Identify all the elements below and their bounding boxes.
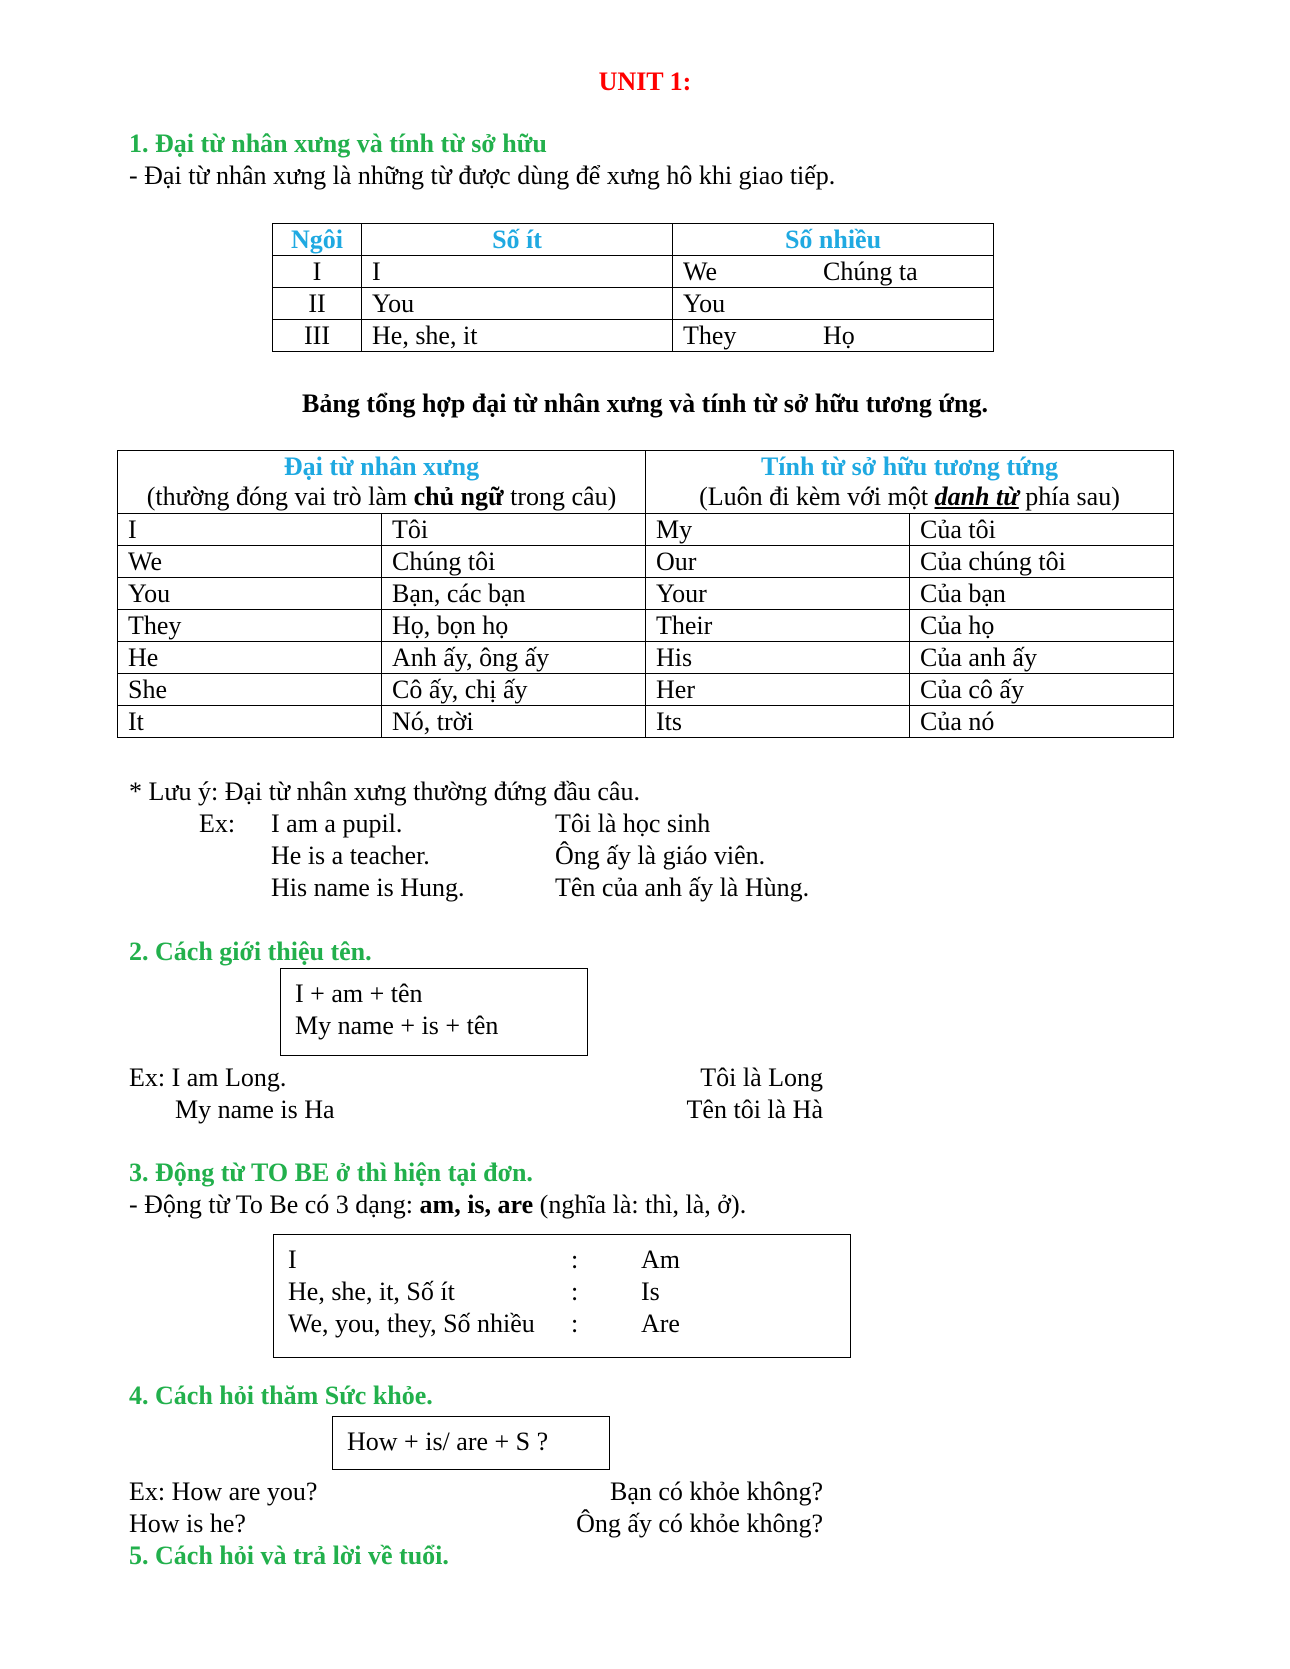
pronoun-meaning-cell: Tôi bbox=[382, 514, 646, 546]
colon: : bbox=[571, 1245, 579, 1274]
formula-line: I + am + tên bbox=[295, 979, 423, 1008]
name-formula-box bbox=[280, 968, 588, 1056]
summary-table bbox=[117, 450, 1174, 738]
plural-vi: Chúng ta bbox=[823, 257, 918, 286]
section1-intro: - Đại từ nhân xưng là những từ được dùng để xưng hô khi giao tiếp. bbox=[129, 161, 836, 190]
pronoun-cell: I bbox=[118, 514, 382, 546]
possessive-meaning-cell: Của nó bbox=[910, 706, 1174, 738]
example-vi: Tên của anh ấy là Hùng. bbox=[555, 873, 810, 902]
table-row bbox=[273, 288, 994, 320]
pronoun-meaning-cell: Cô ấy, chị ấy bbox=[382, 674, 646, 706]
possessive-cell: My bbox=[646, 514, 910, 546]
example-vi: Ông ấy có khỏe không? bbox=[576, 1509, 823, 1538]
possessive-meaning-cell: Của anh ấy bbox=[910, 642, 1174, 674]
verb: Are bbox=[641, 1309, 680, 1338]
example-en: My name is Ha bbox=[175, 1095, 335, 1124]
note: * Lưu ý: Đại từ nhân xưng thường đứng đầu câu. bbox=[129, 777, 640, 806]
ex-label: Ex: bbox=[199, 809, 236, 838]
pronoun-meaning-cell: Anh ấy, ông ấy bbox=[382, 642, 646, 674]
plural-vi: Họ bbox=[823, 321, 855, 350]
colon: : bbox=[571, 1309, 579, 1338]
section1-heading: 1. Đại từ nhân xưng và tính từ sở hữu bbox=[129, 129, 547, 158]
pronoun-meaning-cell: Chúng tôi bbox=[382, 546, 646, 578]
example-vi: Bạn có khỏe không? bbox=[609, 1477, 823, 1506]
table-row bbox=[273, 320, 994, 352]
header-pronoun-sub: (thường đóng vai trò làm chủ ngữ trong câu) bbox=[146, 482, 617, 511]
header-singular: Số ít bbox=[362, 224, 673, 256]
singular-cell: He, she, it bbox=[362, 320, 673, 352]
summary-header-row bbox=[118, 451, 1174, 514]
table-row bbox=[118, 610, 1174, 642]
formula-line: My name + is + tên bbox=[295, 1011, 499, 1040]
table-header-row bbox=[273, 224, 994, 256]
table-row bbox=[118, 578, 1174, 610]
section3-heading: 3. Động từ TO BE ở thì hiện tại đơn. bbox=[129, 1158, 533, 1187]
possessive-meaning-cell: Của chúng tôi bbox=[910, 546, 1174, 578]
example-en: Ex: I am Long. bbox=[129, 1063, 287, 1092]
possessive-meaning-cell: Của tôi bbox=[910, 514, 1174, 546]
formula-line: How + is/ are + S ? bbox=[347, 1427, 549, 1456]
tobe-box bbox=[273, 1234, 851, 1358]
table-row bbox=[118, 642, 1174, 674]
table-row bbox=[118, 674, 1174, 706]
example-en: He is a teacher. bbox=[271, 841, 430, 870]
example-vi: Ông ấy là giáo viên. bbox=[555, 841, 766, 870]
person-cell: I bbox=[273, 256, 362, 288]
subject: We, you, they, Số nhiều bbox=[288, 1309, 535, 1338]
header-pronoun bbox=[118, 451, 646, 514]
header-possessive-sub: (Luôn đi kèm với một danh từ phía sau) bbox=[699, 482, 1120, 511]
possessive-meaning-cell: Của họ bbox=[910, 610, 1174, 642]
section3-intro: - Động từ To Be có 3 dạng: am, is, are (nghĩa là: thì, là, ở). bbox=[129, 1190, 747, 1219]
table-row bbox=[118, 514, 1174, 546]
possessive-cell: His bbox=[646, 642, 910, 674]
plural-en: They bbox=[683, 321, 737, 350]
singular-cell: You bbox=[362, 288, 673, 320]
section2-heading: 2. Cách giới thiệu tên. bbox=[129, 937, 372, 966]
page-title: UNIT 1: bbox=[598, 67, 692, 96]
example-en: How is he? bbox=[129, 1509, 246, 1538]
example-vi: Tôi là học sinh bbox=[555, 809, 711, 838]
possessive-cell: Its bbox=[646, 706, 910, 738]
possessive-cell: Our bbox=[646, 546, 910, 578]
possessive-meaning-cell: Của bạn bbox=[910, 578, 1174, 610]
possessive-cell: Your bbox=[646, 578, 910, 610]
section4-heading: 4. Cách hỏi thăm Sức khỏe. bbox=[129, 1381, 433, 1410]
example-vi: Tôi là Long bbox=[700, 1063, 823, 1092]
pronoun-meaning-cell: Họ, bọn họ bbox=[382, 610, 646, 642]
example-en: Ex: How are you? bbox=[129, 1477, 318, 1506]
plural-cell bbox=[673, 320, 994, 352]
header-possessive-title: Tính từ sở hữu tương tứng bbox=[760, 452, 1059, 481]
person-table bbox=[272, 223, 994, 352]
summary-title: Bảng tổng hợp đại từ nhân xưng và tính từ sở hữu tương ứng. bbox=[302, 389, 988, 418]
header-person: Ngôi bbox=[273, 224, 362, 256]
pronoun-meaning-cell: Bạn, các bạn bbox=[382, 578, 646, 610]
person-cell: II bbox=[273, 288, 362, 320]
header-pronoun-title: Đại từ nhân xưng bbox=[283, 452, 480, 481]
plural-en: You bbox=[683, 289, 726, 318]
section5-heading: 5. Cách hỏi và trả lời về tuổi. bbox=[129, 1541, 449, 1570]
plural-cell bbox=[673, 288, 994, 320]
example-vi: Tên tôi là Hà bbox=[686, 1095, 823, 1124]
colon: : bbox=[571, 1277, 579, 1306]
header-possessive bbox=[646, 451, 1174, 514]
table-row bbox=[118, 546, 1174, 578]
singular-cell: I bbox=[362, 256, 673, 288]
header-plural: Số nhiều bbox=[673, 224, 994, 256]
pronoun-cell: We bbox=[118, 546, 382, 578]
health-formula-box bbox=[332, 1416, 610, 1470]
possessive-cell: Their bbox=[646, 610, 910, 642]
plural-cell bbox=[673, 256, 994, 288]
subject: I bbox=[288, 1245, 297, 1274]
pronoun-cell: He bbox=[118, 642, 382, 674]
subject: He, she, it, Số ít bbox=[288, 1277, 455, 1306]
table-row bbox=[118, 706, 1174, 738]
pronoun-cell: You bbox=[118, 578, 382, 610]
possessive-cell: Her bbox=[646, 674, 910, 706]
pronoun-cell: They bbox=[118, 610, 382, 642]
pronoun-cell: It bbox=[118, 706, 382, 738]
possessive-meaning-cell: Của cô ấy bbox=[910, 674, 1174, 706]
example-en: His name is Hung. bbox=[271, 873, 465, 902]
pronoun-meaning-cell: Nó, trời bbox=[382, 706, 646, 738]
person-cell: III bbox=[273, 320, 362, 352]
table-row bbox=[273, 256, 994, 288]
example-en: I am a pupil. bbox=[271, 809, 403, 838]
verb: Am bbox=[641, 1245, 680, 1274]
verb: Is bbox=[641, 1277, 660, 1306]
pronoun-cell: She bbox=[118, 674, 382, 706]
plural-en: We bbox=[683, 257, 717, 286]
